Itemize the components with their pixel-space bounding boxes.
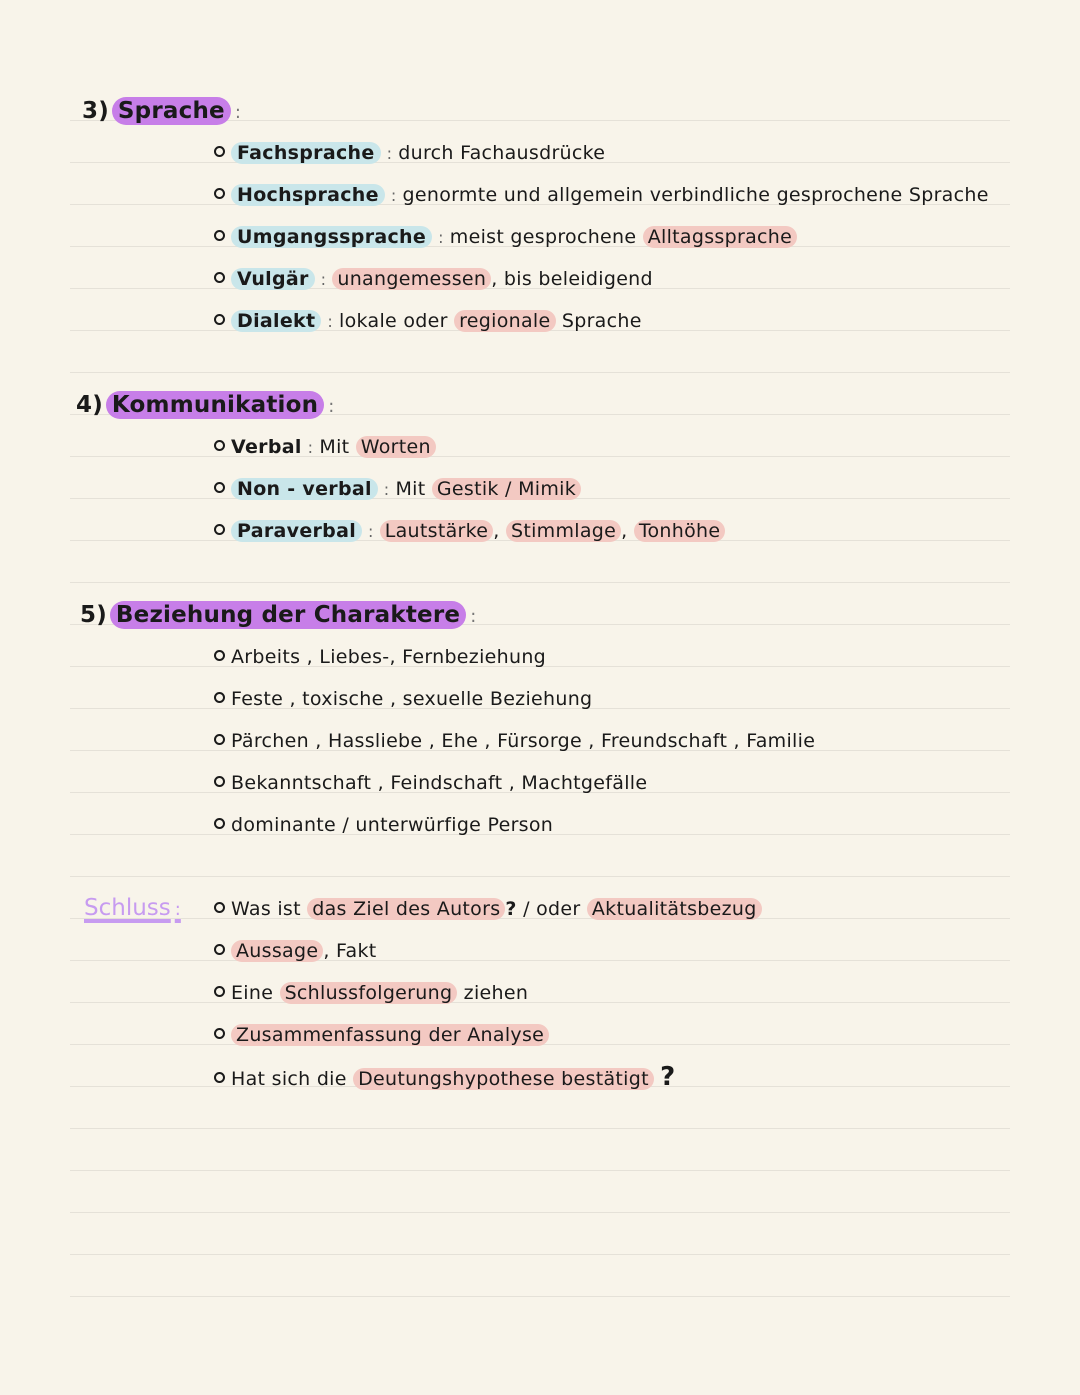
bullet-icon <box>214 944 225 955</box>
list-item: Feste , toxische , sexuelle Beziehung <box>214 684 592 714</box>
list-item: Arbeits , Liebes-, Fernbeziehung <box>214 642 546 672</box>
bullet-icon <box>214 986 225 997</box>
list-item: Hat sich die Deutungshypothese bestätigt ? <box>214 1062 676 1094</box>
rule-line <box>70 876 1010 877</box>
bullet-icon <box>214 482 225 493</box>
bullet-icon <box>214 146 225 157</box>
list-item: Eine Schlussfolgerung ziehen <box>214 978 528 1008</box>
rule-line <box>70 456 1010 457</box>
bullet-icon <box>214 1072 225 1083</box>
rule-line <box>70 960 1010 961</box>
section-heading-kommunikation: 4) Kommunikation : <box>76 392 335 418</box>
section-heading-beziehung: 5) Beziehung der Charaktere : <box>80 602 477 628</box>
bullet-icon <box>214 692 225 703</box>
rule-line <box>70 582 1010 583</box>
bullet-icon <box>214 314 225 325</box>
list-item: Was ist das Ziel des Autors ? / oder Aktualitätsbezug <box>214 894 762 924</box>
rule-line <box>70 1002 1010 1003</box>
rule-line <box>70 372 1010 373</box>
section-title: Beziehung der Charaktere <box>110 601 466 629</box>
section-title: Sprache <box>112 97 231 125</box>
bullet-icon <box>214 524 225 535</box>
section-heading-sprache: 3) Sprache : <box>82 98 242 124</box>
bullet-icon <box>214 650 225 661</box>
list-item: Umgangssprache : meist gesprochene Alltagssprache <box>214 222 797 253</box>
bullet-icon <box>214 734 225 745</box>
bullet-icon <box>214 776 225 787</box>
section-number: 5) <box>80 602 107 628</box>
bullet-icon <box>214 818 225 829</box>
list-item: Bekanntschaft , Feindschaft , Machtgefälle <box>214 768 647 798</box>
list-item: Paraverbal : Lautstärke , Stimmlage , Tonhöhe <box>214 516 725 547</box>
section-number: 3) <box>82 98 109 124</box>
section-number: 4) <box>76 392 103 418</box>
section-title: Schluss <box>84 895 171 921</box>
rule-line <box>70 1128 1010 1129</box>
bullet-icon <box>214 272 225 283</box>
list-item: Verbal : Mit Worten <box>214 432 436 463</box>
bullet-icon <box>214 902 225 913</box>
bullet-icon <box>214 188 225 199</box>
rule-line <box>70 1212 1010 1213</box>
list-item: Vulgär : unangemessen , bis beleidigend <box>214 264 653 295</box>
section-heading-schluss: Schluss : <box>84 895 181 921</box>
bullet-icon <box>214 440 225 451</box>
bullet-icon <box>214 230 225 241</box>
list-item: Aussage , Fakt <box>214 936 377 966</box>
bullet-icon <box>214 1028 225 1039</box>
list-item: Dialekt : lokale oder regionale Sprache <box>214 306 642 337</box>
section-title: Kommunikation <box>106 391 324 419</box>
list-item: dominante / unterwürfige Person <box>214 810 553 840</box>
list-item: Pärchen , Hassliebe , Ehe , Fürsorge , Freundschaft , Familie <box>214 726 815 756</box>
rule-line <box>70 1170 1010 1171</box>
rule-line <box>70 1254 1010 1255</box>
rule-line <box>70 1296 1010 1297</box>
list-item: Hochsprache : genormte und allgemein verbindliche gesprochene Sprache <box>214 180 989 211</box>
list-item: Non - verbal : Mit Gestik / Mimik <box>214 474 581 505</box>
list-item: Fachsprache : durch Fachausdrücke <box>214 138 605 169</box>
list-item: Zusammenfassung der Analyse <box>214 1020 549 1050</box>
